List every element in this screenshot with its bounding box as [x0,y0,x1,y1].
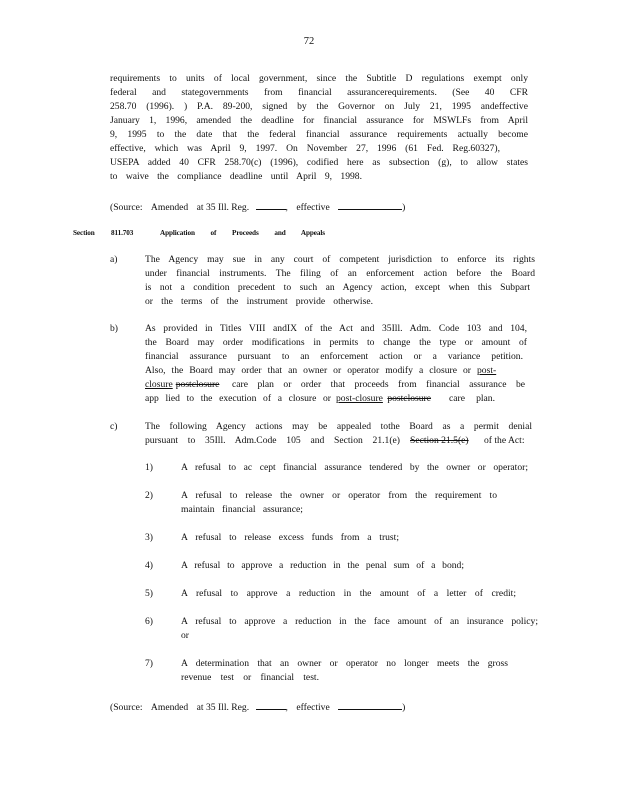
source-reg: at 35 Ill. Reg. [196,202,250,213]
para-line: app lied to the execution of a closure or [145,393,331,404]
item-number: 5) [145,588,153,599]
item-text: A refusal to approve a reduction in the penal sum of a bond; [181,560,464,571]
item-number: 6) [145,616,153,627]
item-number: 3) [145,532,153,543]
item-text: A determination that an owner or operator no longer meets the gross [181,658,508,669]
source-prefix: (Source: [110,202,143,213]
item-text: maintain financial assurance; [181,504,303,515]
item-text: A refusal to approve a reduction in the amount of a letter of credit; [181,588,516,599]
intro-line: USEPA added 40 CFR 258.70(c) (1996), codified here as subsection (g), to allow states [110,157,528,168]
para-line: Also, the Board may order that an owner or operator modify a closure or [145,365,471,376]
section-label: Section [73,229,95,237]
source-effective: effective [296,202,330,213]
para-line: is not a condition precedent to such an Agency action, except when this Subpart [145,282,530,293]
para-line: or the terms of the instrument provide otherwise. [145,296,373,307]
item-text: A refusal to release excess funds from a trust; [181,532,399,543]
section-number: 811.703 [111,229,134,237]
para-line: under financial instruments. The filing of an enforcement action before the Board [145,268,535,279]
item-text: or [181,630,189,641]
item-number: 1) [145,462,153,473]
para-line: of the Act: [484,435,525,446]
para-line: The following Agency actions may be appealed tothe Board as a permit denial [145,421,532,432]
paragraph-label: b) [110,323,118,334]
para-line: The Agency may sue in any court of competent jurisdiction to enforce its rights [145,254,535,265]
intro-line: federal and stategovernments from financial assurancerequirements. (See 40 CFR [110,87,528,98]
intro-line: effective, which was April 9, 1997. On November 27, 1996 (61 Fed. Reg.60327), [110,143,500,154]
para-line: As provided in Titles VIII andIX of the Act and 35Ill. Adm. Code 103 and 104, [145,323,527,334]
deleted-text: postclosure [175,379,220,390]
paragraph-label: c) [110,421,118,432]
item-number: 4) [145,560,153,571]
reg-blank [256,200,286,210]
intro-line: to waive the compliance deadline until April 9, 1998. [110,171,362,182]
source-effective: effective [296,702,330,713]
deleted-text: Section 21.5(e) [410,435,469,446]
para-line: the Board may order modifications in permits to change the type or amount of [145,337,527,348]
source-amended: Amended [150,202,189,213]
inserted-text: post-closure [336,393,383,404]
item-number: 2) [145,490,153,501]
intro-line: requirements to units of local government, since the Subtitle D regulations exempt only [110,73,528,84]
source-note: (Source: Amended at 35 Ill. Reg. , effective ) [110,702,406,713]
item-text: A refusal to ac cept financial assurance tendered by the owner or operator; [181,462,528,473]
inserted-text: post- [477,365,497,376]
source-amended: Amended [150,702,189,713]
source-prefix: (Source: [110,702,143,713]
intro-line: 258.70 (1996). ) P.A. 89-200, signed by the Governor on July 21, 1995 andeffective [110,101,528,112]
item-text: revenue test or financial test. [181,672,319,683]
intro-line: 9, 1995 to the date that the federal financial assurance requirements actually become [110,129,528,140]
inserted-text: closure [145,379,173,390]
intro-line: January 1, 1996, amended the deadline for financial assurance for MSWLFs from April [110,115,528,126]
para-line: care plan. [449,393,495,404]
item-number: 7) [145,658,153,669]
source-close: ) [402,702,406,713]
para-line: pursuant to 35Ill. Adm.Code 105 and Section 21.1(e) [145,435,400,446]
source-close: ) [402,202,406,213]
reg-blank [256,700,286,710]
effective-blank [338,200,402,210]
item-text: A refusal to approve a reduction in the face amount of an insurance policy; [181,616,538,627]
para-line: care plan or order that proceeds from financial assurance be [232,379,525,390]
source-reg: at 35 Ill. Reg. [196,702,250,713]
source-note: (Source: Amended at 35 Ill. Reg. , effective ) [110,202,406,213]
page-number: 72 [303,36,315,47]
deleted-text: postclosure [387,393,432,404]
effective-blank [338,700,402,710]
para-line: financial assurance pursuant to an enforcement action or a variance petition. [145,351,523,362]
paragraph-label: a) [110,254,118,265]
item-text: A refusal to release the owner or operator from the requirement to [181,490,497,501]
section-title: Application of Proceeds and Appeals [160,229,325,237]
